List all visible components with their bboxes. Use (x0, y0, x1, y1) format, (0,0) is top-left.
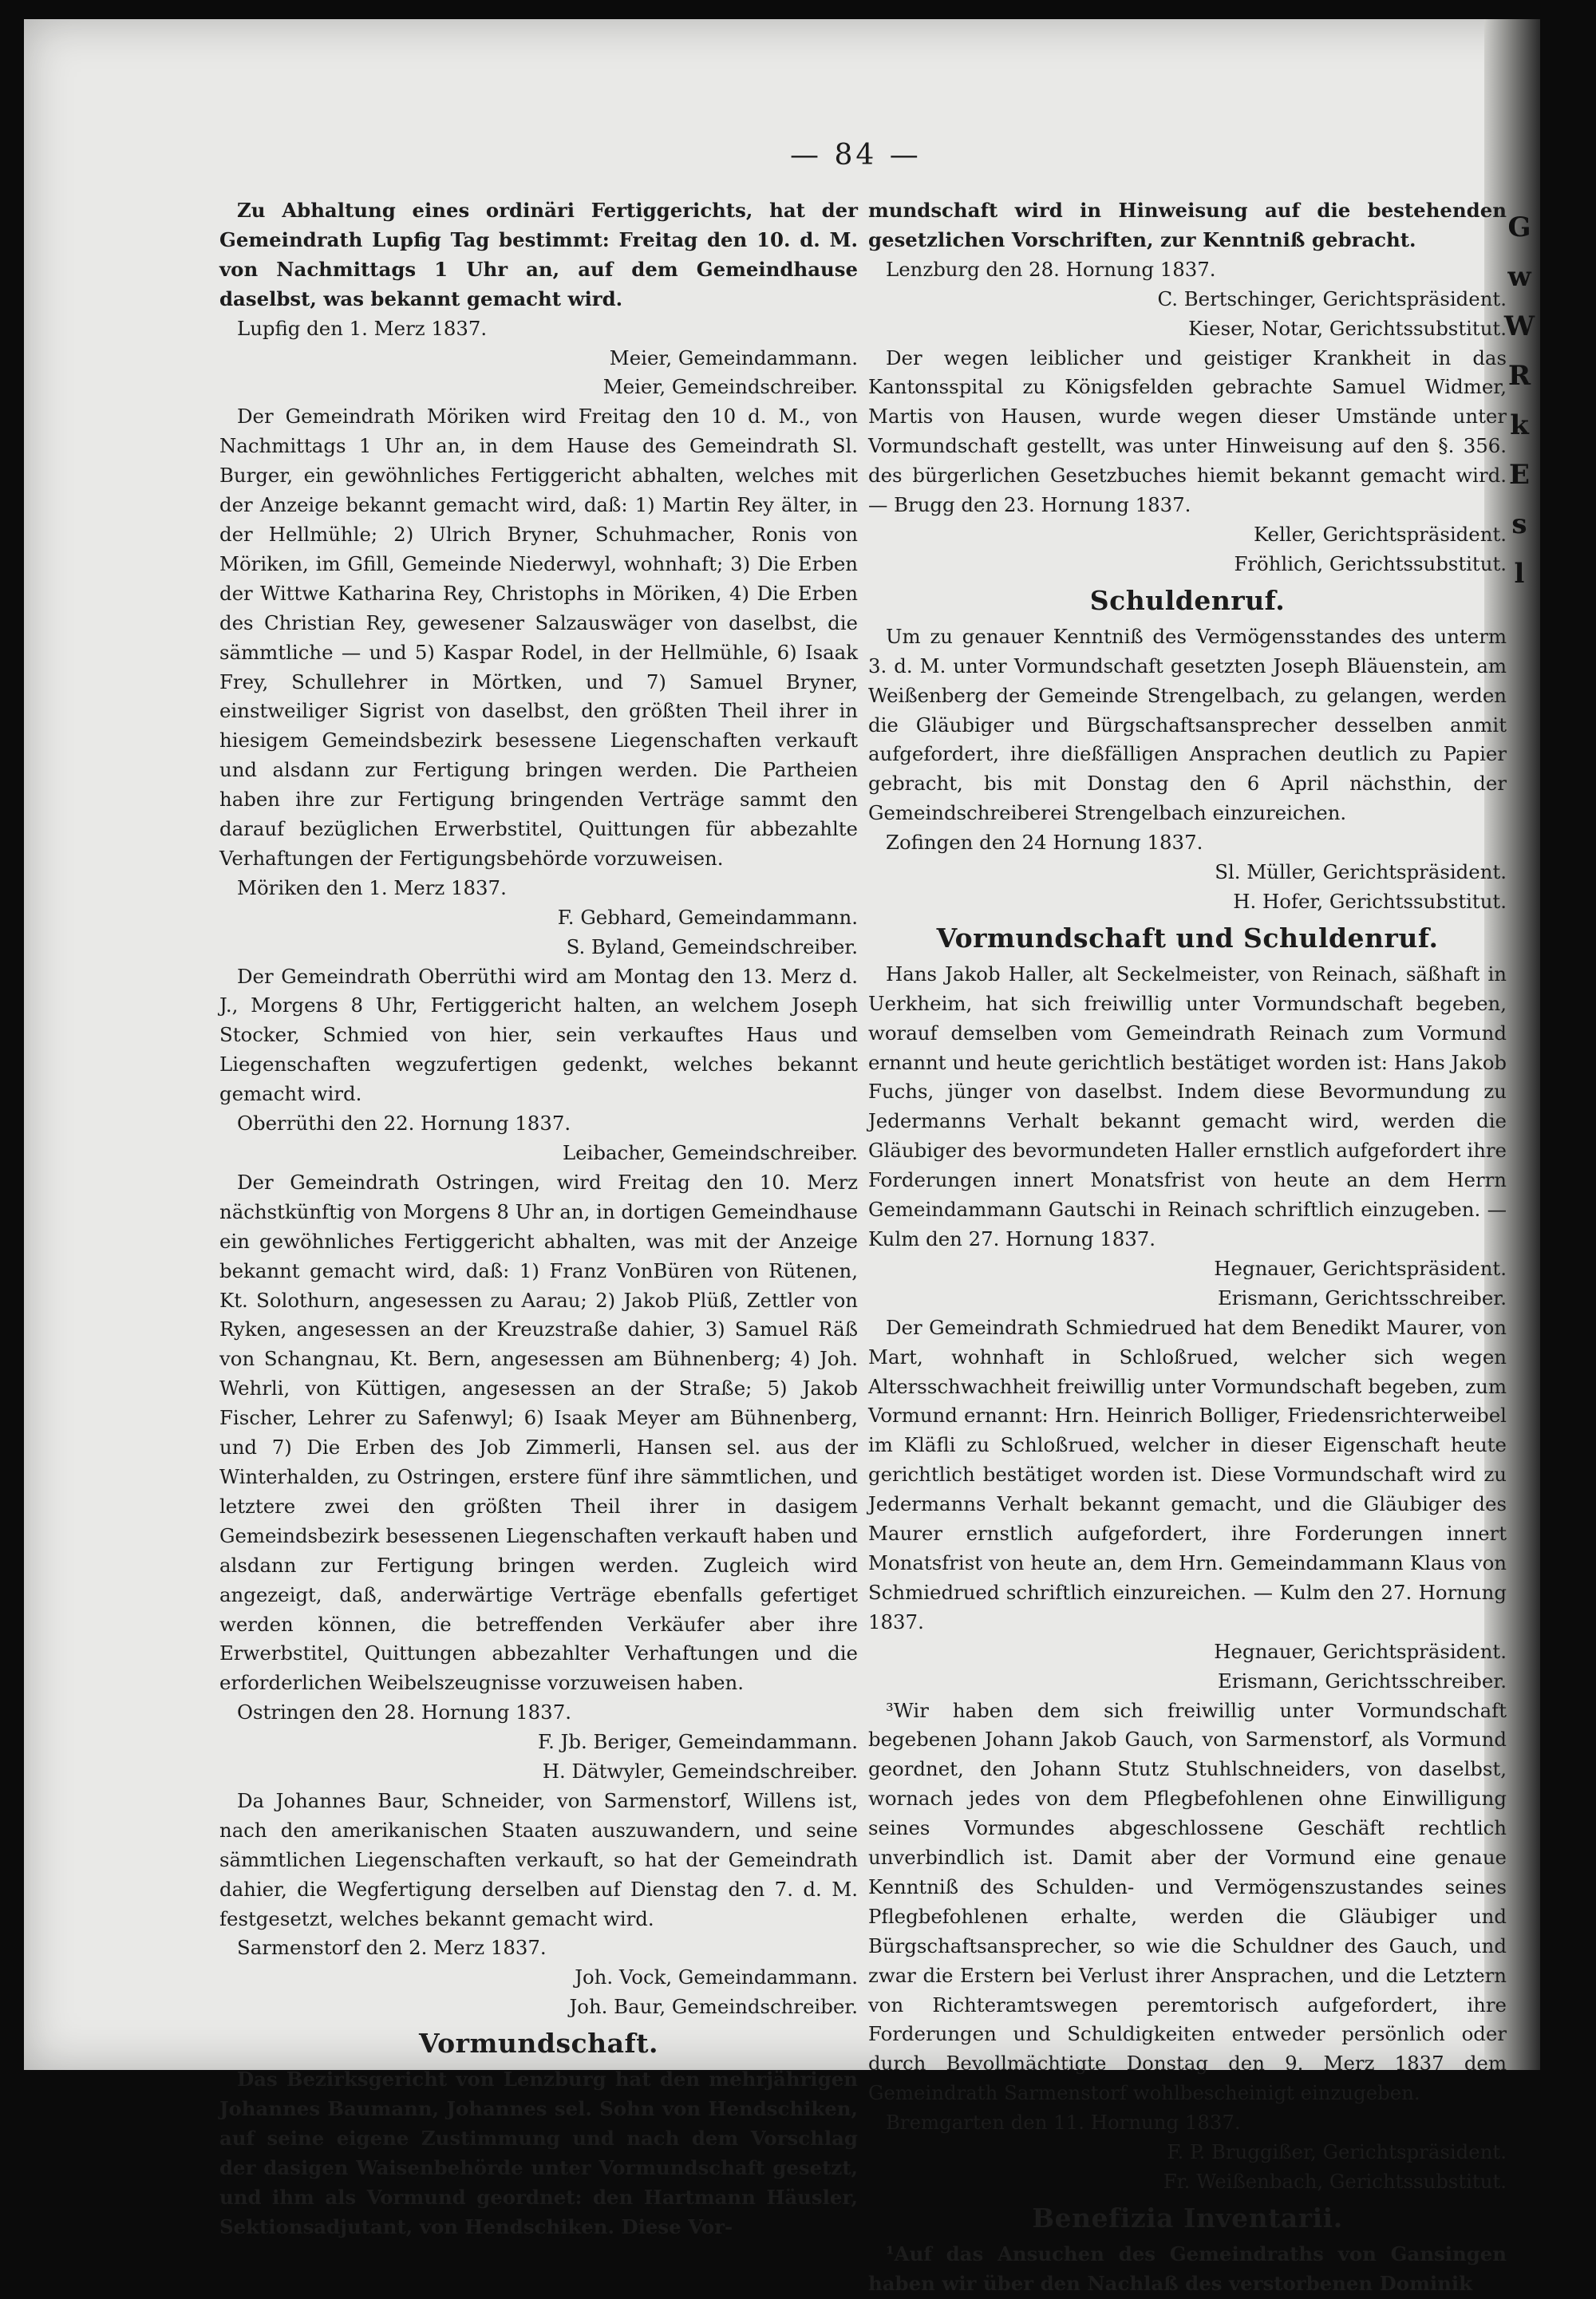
notice-dateline: Bremgarten den 11. Hornung 1837. (886, 2111, 1241, 2135)
adjacent-page-letters (1503, 203, 1535, 598)
notice-signature: Hegnauer, Gerichtspräsident. (1214, 1256, 1507, 1280)
notice-paragraph: Hans Jakob Haller, alt Seckelmeister, von Reinach, säßhaft in Uerkheim, hat sich freiwillig unter Vormundschaft begeben, worauf demselben vom Gemeindrath Reinach zum Vormund ernannt und heute gerichtlich bestätiget worden ist: Hans Jakob Fuchs, jünger von daselbst. Indem diese Bevormundung zu Jedermanns Verhalt bekannt gemacht wird, werden die Gläubiger des bevormundeten Haller ernstlich aufgefordert ihre Forderungen innert Monatsfrist von heute an dem Herrn Gemeindammann Gautschi in Reinach schriftlich einzugeben. — Kulm den 27. Hornung 1837. (868, 962, 1507, 1250)
edge-letter: G (1507, 211, 1531, 243)
notice-paragraph: Der Gemeindrath Schmiedrued hat dem Benedikt Maurer, von Mart, wohnhaft in Schloßrued, welcher sich wegen Altersschwachheit freiwillig unter Vormundschaft begeben, zum Vormund ernannt: Hrn. Heinrich Bolliger, Friedensrichterweibel im Kläfli zu Schloßrued, welcher in dieser Eigenschaft heute gerichtlich bestätiget worden ist. Diese Vormundschaft wird zu Jedermanns Verhalt bekannt gemacht, und die Gläubiger des Maurer ernstlich aufgefordert, ihre Forderungen innert Monatsfrist von heute an, dem Hrn. Gemeindammann Klaus von Schmiedrued schriftlich einzureichen. — Kulm den 27. Hornung 1837. (868, 1315, 1507, 1633)
section-heading: Benefizia Inventarii. (1032, 2202, 1343, 2234)
notice-signature: Erismann, Gerichtsschreiber. (1218, 1286, 1507, 1309)
notice-paragraph: ³Wir haben dem sich freiwillig unter Vormundschaft begebenen Johann Jakob Gauch, von Sarmenstorf, als Vormund geordnet, den Johann Stutz Stuhlschneiders, von daselbst, wornach jedes von dem Pflegbefohlenen ohne Einwilligung seines Vormundes abgeschlossene Geschäft rechtlich unverbindlich ist. Damit aber der Vormund eine genaue Kenntniß des Schulden- und Vermögenszustandes seines Pflegbefohlenen erhalte, werden die Gläubiger und Bürgschaftsansprecher, so wie die Schuldner des Gauch, und zwar die Erstern bei Verlust ihrer Ansprachen, und die Letztern von Richteramtswegen peremtorisch aufgefordert, ihre Forderungen und Schuldigkeiten entweder persönlich oder durch Bevollmächtigte Donstag den 9. Merz 1837 dem Gemeindrath Sarmenstorf wohlbescheinigt einzugeben. (868, 1698, 1507, 2105)
notice-signature: Joh. Vock, Gemeindammann. (575, 1965, 858, 1989)
notice-paragraph: Der Gemeindrath Oberrüthi wird am Montag den 13. Merz d. J., Morgens 8 Uhr, Fertiggericht halten, an welchem Joseph Stocker, Schmied von hier, sein verkauftes Haus und Liegenschaften wegzufertigen gedenkt, welches bekannt gemacht wird. (219, 964, 858, 1106)
notice-signature: Sl. Müller, Gerichtspräsident. (1215, 860, 1507, 884)
right-column (868, 196, 1507, 2299)
notice-signature: S. Byland, Gemeindschreiber. (566, 934, 858, 958)
section-heading: Schuldenruf. (1089, 584, 1286, 616)
notice-dateline: Lupfig den 1. Merz 1837. (237, 316, 488, 340)
edge-letter: E (1509, 459, 1530, 491)
notice-signature: Meier, Gemeindschreiber. (602, 375, 858, 399)
notice-dateline: Zofingen den 24 Hornung 1837. (886, 831, 1203, 855)
section-heading: Vormundschaft und Schuldenruf. (936, 922, 1439, 954)
section-heading: Vormundschaft. (419, 2028, 658, 2060)
notice-dateline: Möriken den 1. Merz 1837. (237, 875, 507, 899)
notice-signature: H. Hofer, Gerichtssubstitut. (1233, 889, 1507, 913)
notice-signature: F. P. Bruggißer, Gerichtspräsident. (1167, 2140, 1507, 2164)
notice-signature: Fr. Weißenbach, Gerichtssubstitut. (1163, 2170, 1507, 2193)
left-column (219, 196, 858, 2242)
notice-signature: Hegnauer, Gerichtspräsident. (1214, 1639, 1507, 1663)
edge-letter: k (1510, 409, 1529, 441)
edge-letter: l (1514, 558, 1525, 590)
notice-paragraph: Das Bezirksgericht von Lenzburg hat den mehrjährigen Johannes Baumann, Johannes sel. Sohn von Hendschiken, auf seine eigene Zustimmung und nach dem Vorschlag der dasigen Waisenbehörde unter Vormundschaft gesetzt, und ihm als Vormund geordnet: den Hartmann Häusler, Sektionsadjutant, von Hendschiken. Diese Vor- (219, 2068, 858, 2238)
notice-signature: F. Gebhard, Gemeindammann. (557, 905, 858, 929)
edge-letter: W (1503, 310, 1535, 342)
notice-signature: Joh. Baur, Gemeindschreiber. (569, 1995, 858, 2019)
notice-dateline: Lenzburg den 28. Hornung 1837. (886, 257, 1216, 281)
notice-paragraph: ¹Auf das Ansuchen des Gemeindraths von Gansingen haben wir über den Nachlaß des verstorbenen Dominik (868, 2242, 1507, 2295)
notice-continuation: mundschaft wird in Hinweisung auf die bestehenden gesetzlichen Vorschriften, zur Kenntniß gebracht. (868, 199, 1507, 251)
notice-dateline: Ostringen den 28. Hornung 1837. (237, 1701, 571, 1724)
notice-paragraph: Der Gemeindrath Ostringen, wird Freitag den 10. Merz nächstkünftig von Morgens 8 Uhr an, in dortigen Gemeindhause ein gewöhnliches Fertiggericht abhalten, was mit der Anzeige bekannt gemacht wird, daß: 1) Franz VonBüren von Rütenen, Kt. Solothurn, angesessen zu Aarau; 2) Jakob Plüß, Zettler von Ryken, angesessen an der Kreuzstraße dahier, 3) Samuel Räß von Schangnau, Kt. Bern, angesessen am Bühnenberg; 4) Joh. Wehrli, von Küttigen, angesessen an der Straße; 5) Jakob Fischer, Lehrer zu Safenwyl; 6) Isaak Meyer am Bühnenberg, und 7) Die Erben des Job Zimmerli, Hansen sel. aus der Winterhalden, zu Ostringen, erstere fünf ihre sämmtlichen, und letztere zwei den größten Theil ihrer in dasigem Gemeindsbezirk besessenen Liegenschaften verkauft haben und alsdann zur Fertigung bringen werden. Zugleich wird angezeigt, daß, anderwärtige Verträge ebenfalls gefertiget werden können, die betreffenden Verkäufer aber ihre Erwerbstitel, Quittungen abbezahlter Verhaftungen und die erforderlichen Weibelszeugnisse vorzuweisen haben. (219, 1170, 858, 1695)
notice-signature: Meier, Gemeindammann. (609, 346, 858, 369)
newspaper-page (24, 19, 1540, 2295)
notice-signature: Kieser, Notar, Gerichtssubstitut. (1188, 316, 1507, 340)
notice-signature: C. Bertschinger, Gerichtspräsident. (1157, 286, 1507, 310)
notice-signature: Fröhlich, Gerichtssubstitut. (1234, 551, 1507, 575)
edge-letter: R (1507, 360, 1531, 392)
notice-paragraph: Zu Abhaltung eines ordinäri Fertiggerichts, hat der Gemeindrath Lupfig Tag bestimmt: Freitag den 10. d. M. von Nachmittags 1 Uhr an, auf dem Gemeindhause daselbst, was bekannt gemacht wird. (219, 199, 858, 310)
notice-dateline: Oberrüthi den 22. Hornung 1837. (237, 1112, 571, 1136)
notice-paragraph: Um zu genauer Kenntniß des Vermögensstandes des unterm 3. d. M. unter Vormundschaft gesetzten Joseph Bläuenstein, am Weißenberg der Gemeinde Strengelbach, zu gelangen, werden die Gläubiger und Bürgschaftsansprecher desselben anmit aufgefordert, ihre dießfälligen Ansprachen deutlich zu Papier gebracht, bis mit Donstag den 6 April nächsthin, der Gemeindschreiberei Strengelbach einzureichen. (868, 624, 1507, 825)
notice-paragraph: Da Johannes Baur, Schneider, von Sarmenstorf, Willens ist, nach den amerikanischen Staaten auszuwandern, und seine sämmtlichen Liegenschaften verkauft, so hat der Gemeindrath dahier, die Wegfertigung derselben auf Dienstag den 7. d. M. festgesetzt, welches bekannt gemacht wird. (219, 1788, 858, 1930)
edge-letter: w (1507, 261, 1531, 293)
notice-paragraph: Der Gemeindrath Möriken wird Freitag den 10 d. M., von Nachmittags 1 Uhr an, in dem Hause des Gemeindrath Sl. Burger, ein gewöhnliches Fertiggericht abhalten, welches mit der Anzeige bekannt gemacht wird, daß: 1) Martin Rey älter, in der Hellmühle; 2) Ulrich Bryner, Schuhmacher, Ronis von Möriken, im Gfill, Gemeinde Niederwyl, wohnhaft; 3) Die Erben der Wittwe Katharina Rey, Christophs in Möriken, 4) Die Erben des Christian Rey, gewesener Salzauswäger von daselbst, die sämmtliche — und 5) Kaspar Rodel, in der Hellmühle, 6) Isaak Frey, Schullehrer in Mörtken, und 7) Samuel Bryner, einstweiliger Sigrist von daselbst, den größten Theil ihrer in hiesigem Gemeindsbezirk besessene Liegenschaften verkauft und alsdann zur Fertigung bringen werden. Die Partheien haben ihre zur Fertigung bringenden Verträge sammt den darauf bezüglichen Erwerbstitel, Quittungen für abbezahlte Verhaftungen der Fertigungsbehörde vorzuweisen. (219, 405, 858, 870)
edge-letter: s (1511, 508, 1527, 540)
notice-signature: H. Dätwyler, Gemeindschreiber. (542, 1760, 858, 1784)
notice-signature: Leibacher, Gemeindschreiber. (562, 1141, 858, 1164)
page-number: — 84 — (790, 139, 922, 172)
notice-signature: F. Jb. Beriger, Gemeindammann. (538, 1730, 858, 1754)
notice-signature: Keller, Gerichtspräsident. (1253, 522, 1507, 546)
notice-signature: Erismann, Gerichtsschreiber. (1218, 1669, 1507, 1693)
notice-paragraph: Der wegen leiblicher und geistiger Krankheit in das Kantonsspital zu Königsfelden gebrachte Samuel Widmer, Martis von Hausen, wurde wegen dieser Umstände unter Vormundschaft gestellt, was unter Hinweisung auf den §. 356. des bürgerlichen Gesetzbuches hiemit bekannt gemacht wird. — Brugg den 23. Hornung 1837. (868, 346, 1507, 517)
notice-dateline: Sarmenstorf den 2. Merz 1837. (237, 1936, 547, 1960)
